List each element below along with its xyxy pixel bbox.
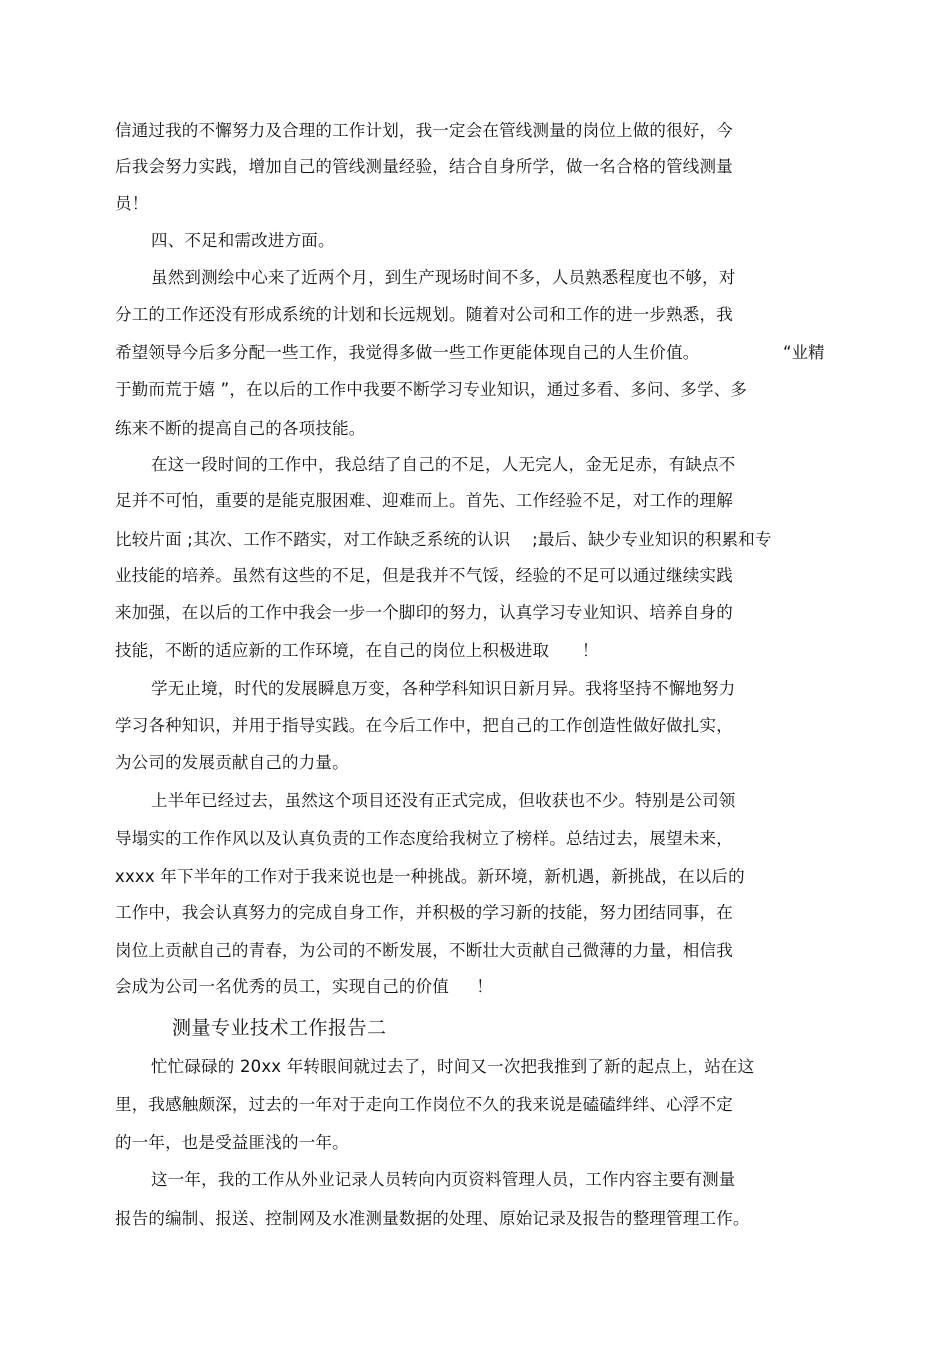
text-line: 于勤而荒于嬉 ”，在以后的工作中我要不断学习专业知识，通过多看、多问、多学、多 (115, 380, 748, 399)
text-line: 岗位上贡献自己的青春，为公司的不断发展，不断壮大贡献自己微薄的力量，相信我 (115, 941, 733, 960)
report-title: 测量专业技术工作报告二 (172, 1017, 387, 1039)
text-line: 分工的工作还没有形成系统的计划和长远规划。随着对公司和工作的进一步熟悉，我 (115, 305, 733, 324)
text-line: 虽然到测绘中心来了近两个月，到生产现场时间不多，人员熟悉程度也不够，对 (151, 268, 736, 287)
text-line: 会成为公司一名优秀的员工，实现自己的价值 ！ (115, 977, 493, 996)
text-line: 来加强，在以后的工作中我会一步一个脚印的努力，认真学习专业知识、培养自身的 (115, 603, 733, 622)
text-line: 员！ (115, 194, 149, 213)
text-line: 后我会努力实践，增加自己的管线测量经验，结合自身所学，做一名合格的管线测量 (115, 157, 733, 176)
text-line: 业技能的培养。虽然有这些的不足，但是我并不气馁，经验的不足可以通过继续实践 (115, 566, 733, 585)
text-line: 工作中，我会认真努力的完成自身工作，并积极的学习新的技能，努力团结同事，在 (115, 903, 733, 922)
text-line: 报告的编制、报送、控制网及水准测量数据的处理、原始记录及报告的整理管理工作。 (115, 1209, 750, 1228)
text-line: 练来不断的提高自己的各项技能。 (115, 419, 366, 438)
text-line: 学无止境，时代的发展瞬息万变，各种学科知识日新月异。我将坚持不懈地努力 (151, 679, 736, 698)
text-line: 技能，不断的适应新的工作环境，在自己的岗位上积极进取 ！ (115, 641, 599, 660)
text-line: 这一年，我的工作从外业记录人员转向内页资料管理人员，工作内容主要有测量 (151, 1170, 736, 1189)
text-line: 里，我感触颇深，过去的一年对于走向工作岗位不久的我来说是磕磕绊绊、心浮不定 (115, 1095, 733, 1114)
text-line: 学习各种知识，并用于指导实践。在今后工作中，把自己的工作创造性做好做扎实， (115, 716, 733, 735)
text-line: 足并不可怕，重要的是能克服困难、迎难而上。首先、工作经验不足，对工作的理解 (115, 491, 733, 510)
text-line: 比较片面 ;其次、工作不踏实，对工作缺乏系统的认识 ;最后、缺少专业知识的积累和专 (115, 530, 772, 549)
text-line: 导塌实的工作作风以及认真负责的工作态度给我树立了榜样。总结过去，展望未来， (115, 829, 733, 848)
text-line: 忙忙碌碌的 20xx 年转眼间就过去了，时间又一次把我推到了新的起点上，站在这 (151, 1057, 755, 1076)
text-line: xxxx 年下半年的工作对于我来说也是一种挑战。新环境，新机遇，新挑战，在以后的 (115, 867, 745, 886)
text-line: 希望领导今后多分配一些工作，我觉得多做一些工作更能体现自己的人生价值。 (115, 343, 700, 362)
text-line: 为公司的发展贡献自己的力量。 (115, 753, 349, 772)
section-heading: 四、不足和需改进方面。 (151, 231, 335, 250)
text-line: 上半年已经过去，虽然这个项目还没有正式完成，但收获也不少。特别是公司领 (151, 791, 736, 810)
text-line: 在这一段时间的工作中，我总结了自己的不足，人无完人，金无足赤，有缺点不 (151, 455, 736, 474)
text-line: 信通过我的不懈努力及合理的工作计划，我一定会在管线测量的岗位上做的很好，今 (115, 121, 733, 140)
text-line: 的一年，也是受益匪浅的一年。 (115, 1133, 349, 1152)
text-fragment: “业精 (783, 343, 825, 362)
